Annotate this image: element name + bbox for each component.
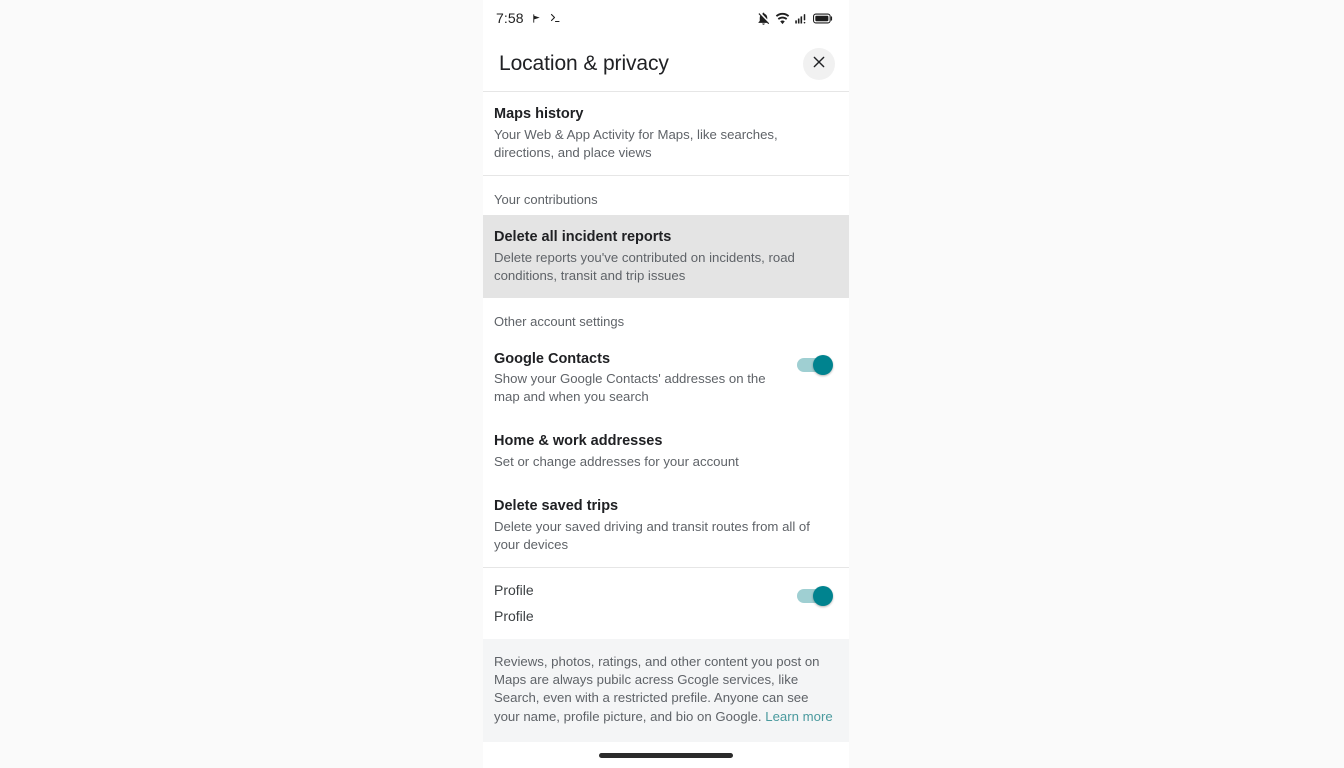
- gesture-handle[interactable]: [599, 753, 733, 758]
- list-item-text: [494, 581, 787, 626]
- list-item-subtitle: Show your Google Contacts' addresses on the map and when you search: [494, 371, 766, 405]
- list-item-title: Google Contacts: [494, 350, 611, 367]
- list-item-subtitle: Delete reports you've contributed on incidents, road conditions, transit and trip issues: [494, 249, 795, 283]
- list-item-subtitle: Delete your saved driving and transit routes from all of your devices: [494, 518, 810, 552]
- list-item-maps-history[interactable]: [483, 92, 849, 175]
- cellular-signal-alert-icon: [794, 11, 809, 26]
- list-item-home-work-addresses[interactable]: [483, 419, 849, 484]
- status-bar-right: [756, 11, 833, 26]
- toggle-profile[interactable]: [797, 586, 833, 606]
- profile-disclaimer: [483, 639, 849, 742]
- list-item-title: Profile: [494, 581, 534, 598]
- close-button[interactable]: [803, 48, 835, 80]
- list-item-google-contacts[interactable]: [483, 337, 849, 420]
- section-header-other-account-settings: Other account settings: [483, 298, 849, 337]
- list-item-text: [494, 350, 787, 407]
- disclaimer-paragraph: [494, 653, 833, 726]
- navigation-bar: [483, 742, 849, 768]
- app-bar: [483, 36, 849, 92]
- toggle-knob: [813, 586, 833, 606]
- disclaimer-text: Reviews, photos, ratings, and other content you post on Maps are always pubilc acress Gcogle services, like Search, even with a restricted prefile. Anyone can see your name, profile picture, and bio on Google.: [494, 654, 820, 724]
- toggle-google-contacts[interactable]: [797, 355, 833, 375]
- list-item-profile[interactable]: [483, 568, 849, 639]
- list-item-delete-incident-reports[interactable]: [483, 215, 849, 298]
- status-bar: [483, 0, 849, 36]
- list-item-title: Delete saved trips: [494, 498, 619, 515]
- close-icon: [811, 54, 827, 73]
- status-bar-left: [496, 10, 561, 26]
- list-item-delete-saved-trips[interactable]: [483, 484, 849, 567]
- notifications-off-icon: [756, 11, 771, 26]
- terminal-prompt-icon: [549, 12, 561, 24]
- learn-more-link[interactable]: Learn more: [765, 708, 833, 724]
- list-item-subtitle: Your Web & App Activity for Maps, like searches, directions, and place views: [494, 126, 778, 160]
- section-header-your-contributions: Your contributions: [483, 176, 849, 215]
- settings-list[interactable]: [483, 92, 849, 768]
- page-title: Location & privacy: [499, 51, 669, 75]
- list-item-subtitle: Profile: [494, 607, 534, 624]
- list-item-title: Delete all incident reports: [494, 228, 672, 245]
- toggle-knob: [813, 355, 833, 375]
- wifi-icon: [775, 11, 790, 26]
- status-bar-clock: 7:58: [496, 10, 524, 26]
- list-item-subtitle: Set or change addresses for your account: [494, 454, 739, 470]
- flag-icon: [531, 13, 542, 24]
- list-item-title: Maps history: [494, 106, 584, 122]
- list-item-title: Home & work addresses: [494, 433, 663, 450]
- phone-viewport: [483, 0, 849, 768]
- battery-icon: [813, 12, 833, 25]
